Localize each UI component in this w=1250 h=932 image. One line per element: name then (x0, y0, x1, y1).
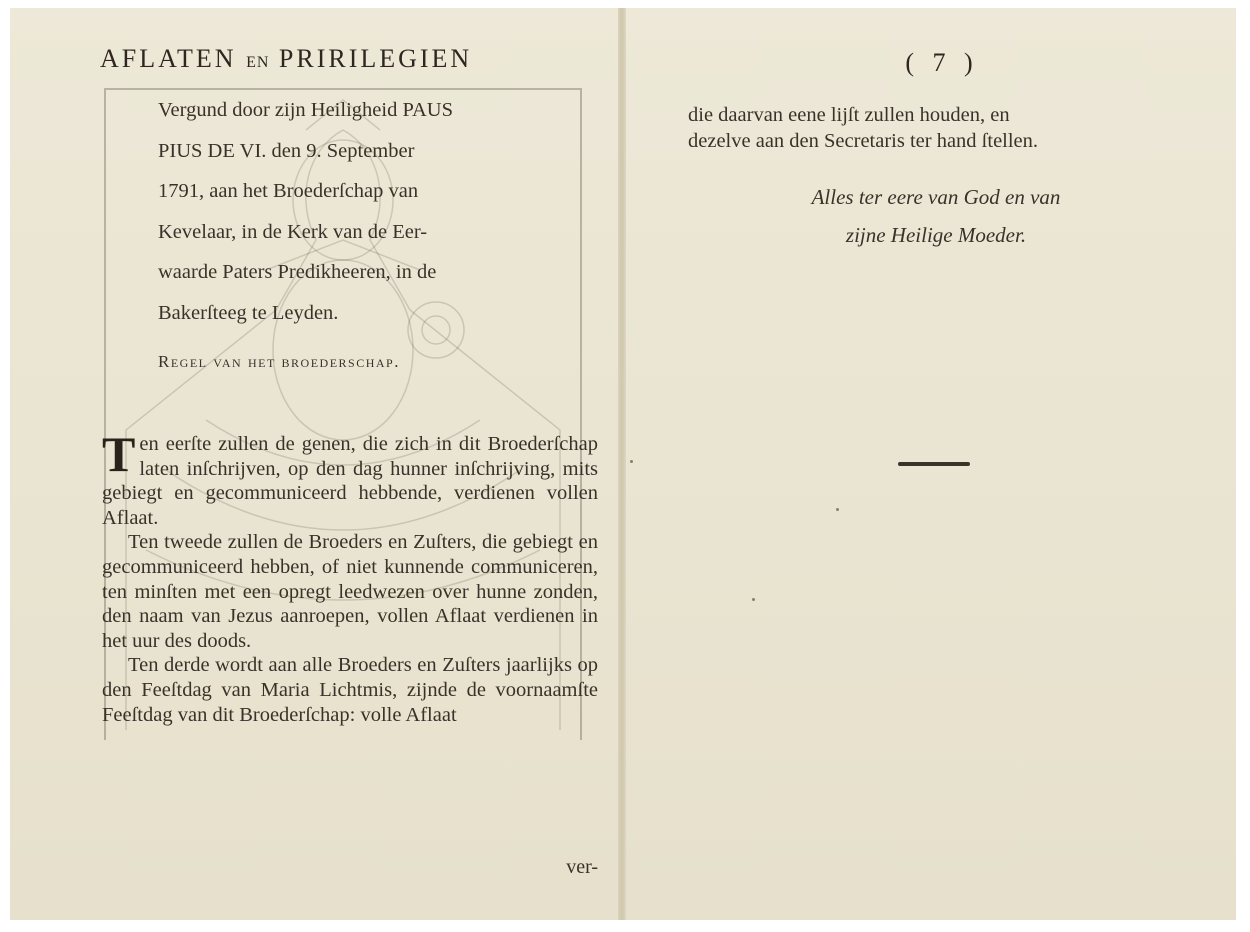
intro-line: Bakerſteeg te Leyden. (158, 301, 339, 324)
paragraph-text: Ten derde wordt aan alle Broeders en Zuſters jaarlijks op den Feeſtdag van Maria Lichtmis, zijnde de voornaamſte Feeſtdag van dit Broederſchap: volle Aflaat (102, 654, 598, 726)
intro-line: waarde Paters Predikheeren, in de (158, 261, 437, 283)
title-word-2: PRIRILEGIEN (278, 44, 473, 73)
paragraph-second (102, 530, 598, 653)
paper-speck (836, 508, 839, 511)
rules-body (102, 426, 598, 727)
intro-line: Kevelaar, in de Kerk van de Eer- (158, 220, 428, 243)
paragraph-third (102, 653, 598, 727)
body-line: die daarvan eene lijſt zullen houden, en (688, 104, 1010, 126)
right-page (626, 8, 1236, 920)
document-sheet (10, 8, 1236, 920)
page-fold (618, 8, 626, 920)
closing-line: zijne Heilige Moeder. (845, 223, 1027, 247)
title-word-1: AFLATEN (100, 44, 237, 73)
right-body-text (688, 102, 1186, 154)
closing-text (706, 178, 1166, 254)
paragraph-text: en eerſte zullen de genen, die zich in dit Broederſchap laten inſchrijven, op den dag hunner inſchrijving, mits gebiegt en gecommuniceerd hebbende, verdienen vollen Aflaat. (102, 433, 598, 529)
page-title (100, 44, 600, 74)
paragraph-first (102, 426, 598, 530)
section-heading: Regel van het broederschap. (158, 352, 400, 371)
paper-speck (752, 598, 755, 601)
ornamental-rule (898, 462, 970, 466)
intro-line: 1791, aan het Broederſchap van (158, 180, 419, 202)
catchword: ver- (566, 856, 598, 878)
title-connector: EN (246, 54, 270, 71)
body-line: dezelve aan den Secretaris ter hand ſtellen. (688, 130, 1039, 152)
intro-line: Vergund door zijn Heiligheid PAUS (158, 99, 453, 121)
intro-block (158, 90, 598, 333)
paragraph-text: Ten tweede zullen de Broeders en Zuſters, die gebiegt en gecommuniceerd hebben, of niet kunnende communiceren, ten minſten met een opregt leedwezen over hunne zonden, den naam van Jezus aanroepen, vollen Aflaat verdienen in het uur des doods. (102, 531, 598, 652)
paper-speck (630, 460, 633, 463)
dropcap-letter: T (102, 426, 136, 482)
intro-line: PIUS DE VI. den 9. September (158, 139, 415, 162)
left-page (10, 8, 618, 920)
page-number: ( 7 ) (905, 48, 979, 77)
closing-line: Alles ter eere van God en van (811, 185, 1061, 209)
